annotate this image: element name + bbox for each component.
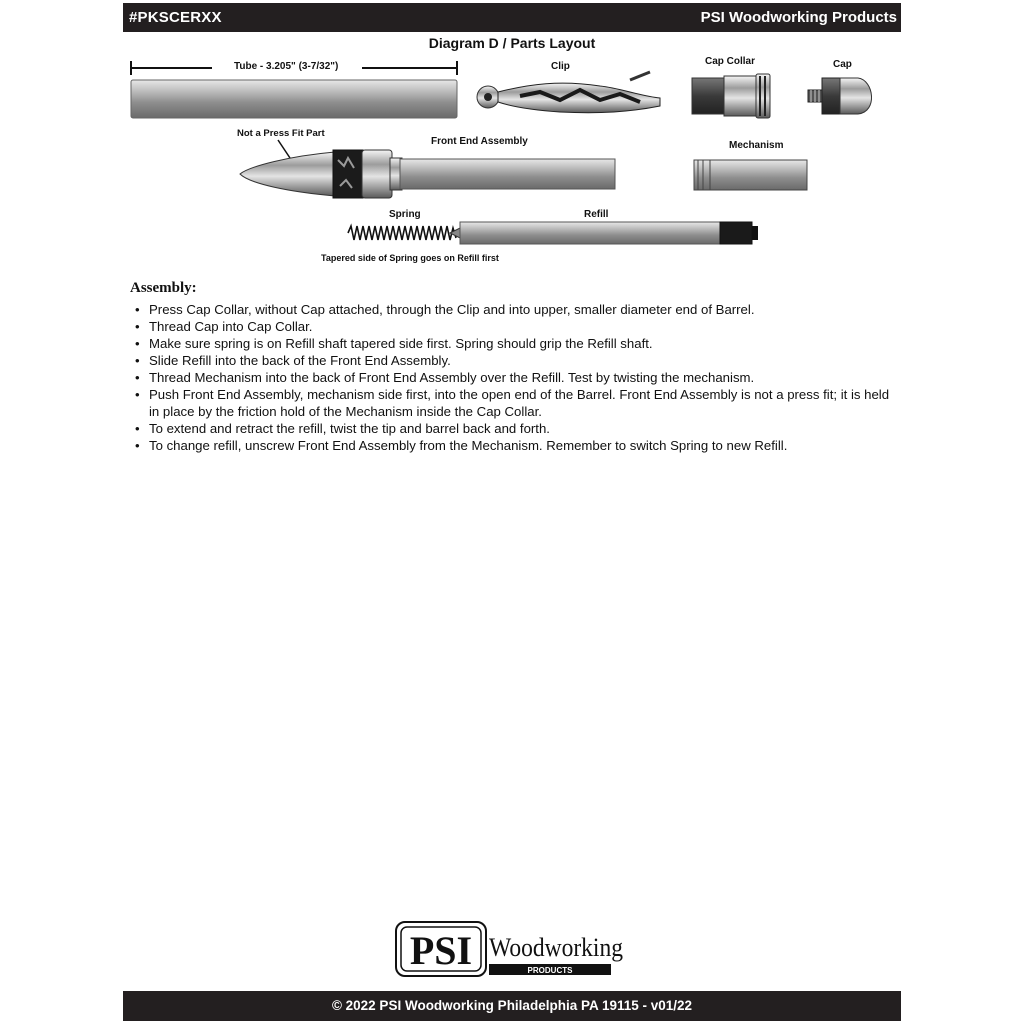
assembly-step: • Push Front End Assembly, mechanism side first, into the open end of the Barrel. Front End Assembly is not a press fit; it is held in place by the friction hold of the Mechanism inside the Cap Collar. bbox=[130, 386, 900, 420]
footer-bar bbox=[123, 991, 901, 1021]
cap-collar-label: Cap Collar bbox=[705, 56, 756, 67]
brand-name: PSI Woodworking Products bbox=[700, 9, 897, 26]
tube-label: Tube - 3.205" (3-7/32") bbox=[230, 61, 342, 72]
assembly-step: • Slide Refill into the back of the Front End Assembly. bbox=[130, 352, 900, 369]
refill-label: Refill bbox=[584, 209, 609, 220]
assembly-step: • To extend and retract the refill, twist the tip and barrel back and forth. bbox=[130, 420, 900, 437]
footer-copyright: © 2022 PSI Woodworking Philadelphia PA 19115 - v01/22 bbox=[331, 998, 693, 1013]
mechanism bbox=[694, 160, 807, 190]
assembly-heading: Assembly: bbox=[130, 280, 197, 296]
spring bbox=[348, 226, 456, 240]
assembly-step: • Thread Cap into Cap Collar. bbox=[130, 318, 900, 335]
not-press-fit-label: Not a Press Fit Part bbox=[237, 128, 325, 139]
front-end-assembly bbox=[240, 150, 615, 198]
spring-label: Spring bbox=[389, 209, 421, 220]
diagram-title: Diagram D / Parts Layout bbox=[428, 35, 596, 51]
assembly-steps bbox=[130, 301, 900, 454]
assembly-step: • To change refill, unscrew Front End Assembly from the Mechanism. Remember to switch Spring to new Refill. bbox=[130, 437, 900, 454]
logo-psi: PSI bbox=[409, 928, 473, 973]
tube bbox=[131, 80, 457, 118]
assembly-step: • Thread Mechanism into the back of Front End Assembly over the Refill. Test by twisting the mechanism. bbox=[130, 369, 900, 386]
not-press-fit-pointer bbox=[278, 140, 290, 158]
tapered-note: Tapered side of Spring goes on Refill first bbox=[321, 253, 499, 263]
refill bbox=[450, 222, 758, 244]
logo-woodworking: Woodworking bbox=[489, 933, 623, 962]
product-sku: #PKSCERXX bbox=[129, 9, 222, 26]
assembly-step: • Press Cap Collar, without Cap attached, through the Clip and into upper, smaller diameter end of Barrel. bbox=[130, 301, 900, 318]
cap-collar bbox=[692, 74, 770, 118]
mechanism-label: Mechanism bbox=[729, 140, 784, 151]
clip-label: Clip bbox=[551, 61, 570, 72]
assembly-step: • Make sure spring is on Refill shaft tapered side first. Spring should grip the Refill shaft. bbox=[130, 335, 900, 352]
cap bbox=[808, 78, 872, 114]
logo-products: PRODUCTS bbox=[527, 966, 573, 975]
front-end-label: Front End Assembly bbox=[431, 136, 528, 147]
clip bbox=[477, 72, 660, 113]
assembly-section bbox=[130, 280, 900, 454]
cap-label: Cap bbox=[833, 59, 852, 70]
psi-logo bbox=[395, 920, 627, 978]
